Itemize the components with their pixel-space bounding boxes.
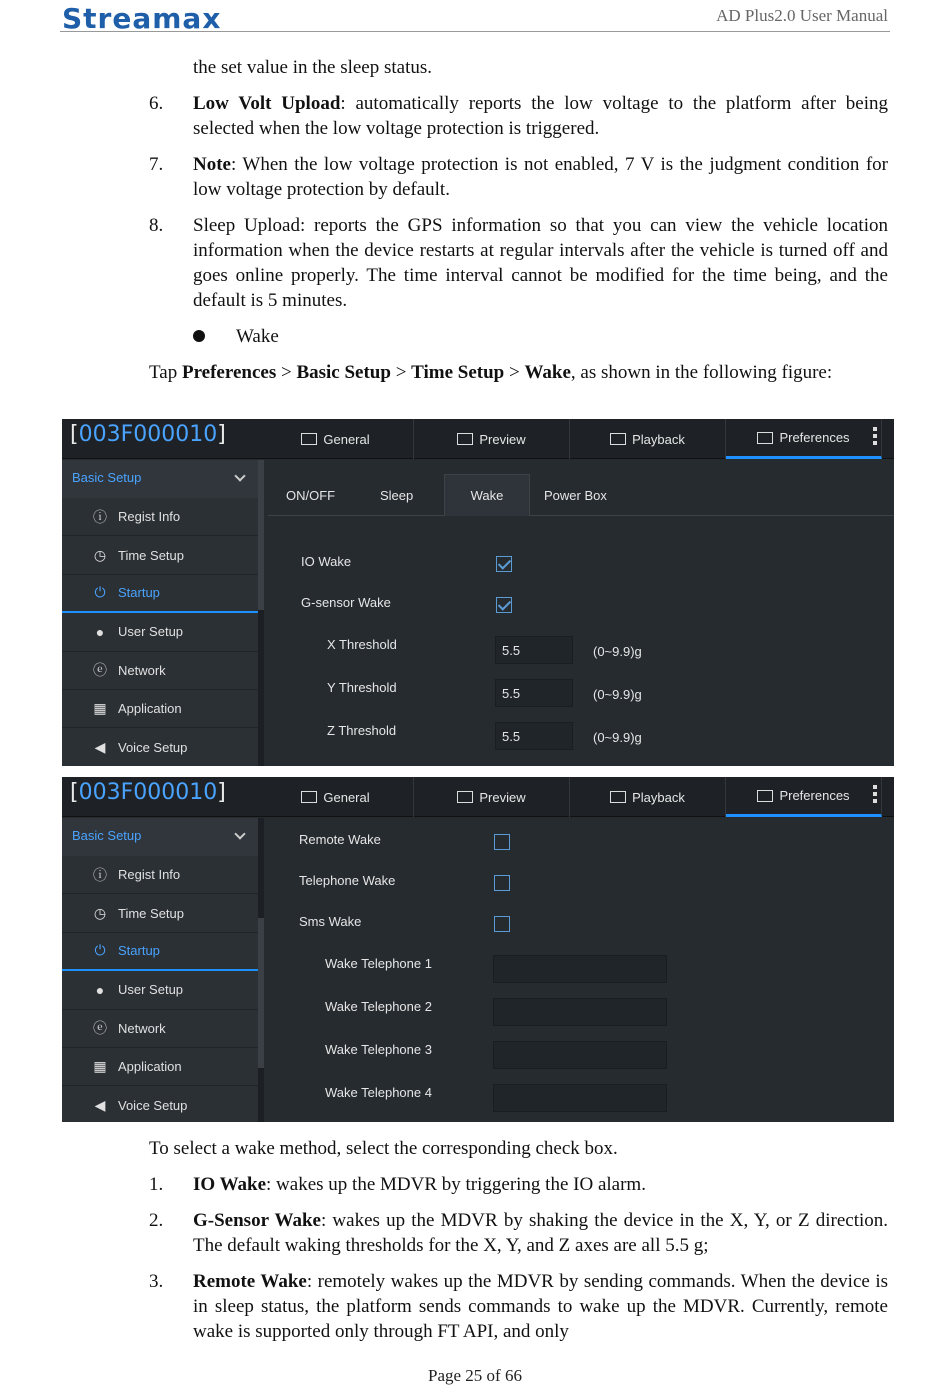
sidebar-item-voice-setup[interactable]: ◀ Voice Setup [62, 728, 258, 766]
sidebar-item-time-setup[interactable]: ◷ Time Setup [62, 894, 258, 932]
sidebar-head-basic-setup[interactable]: Basic Setup [62, 818, 258, 856]
item-6-text: Low Volt Upload: automatically reports the low voltage to the platform after being selected when the low voltage protection is triggered. [193, 93, 888, 139]
main-panel [268, 818, 894, 1122]
item-2-num: 2. [149, 1210, 164, 1231]
sidebar-item-regist-info[interactable]: ⓘ Regist Info [62, 856, 258, 894]
telephone-wake-label: Telephone Wake [299, 873, 396, 888]
application-icon: ▦ [93, 700, 107, 717]
remote-wake-checkbox[interactable] [494, 834, 510, 850]
sidebar-item-application[interactable]: ▦ Application [62, 1048, 258, 1086]
wake-telephone-4-label: Wake Telephone 4 [325, 1085, 432, 1100]
sidebar-item-network[interactable]: ⓔ Network [62, 1010, 258, 1048]
x-threshold-range: (0~9.9)g [593, 644, 642, 659]
tab-preferences[interactable]: Preferences [726, 777, 882, 817]
sms-wake-label: Sms Wake [299, 914, 362, 929]
info-icon: ⓘ [93, 866, 107, 883]
wake-telephone-2-label: Wake Telephone 2 [325, 999, 432, 1014]
item-1-text: IO Wake: wakes up the MDVR by triggering the IO alarm. [193, 1174, 646, 1195]
sidebar-scrollbar[interactable] [258, 818, 264, 1122]
user-icon: ● [95, 623, 105, 640]
subtab-power-box[interactable]: Power Box [544, 487, 607, 503]
gsensor-wake-label: G-sensor Wake [301, 595, 391, 610]
sidebar-item-startup[interactable]: ⏻ Startup [62, 933, 258, 971]
tap-line: Tap Preferences > Basic Setup > Time Setup > Wake, as shown in the following figure: [149, 362, 833, 383]
remote-wake-label: Remote Wake [299, 832, 381, 847]
sms-wake-checkbox[interactable] [494, 916, 510, 932]
bullet-wake: Wake [236, 326, 279, 347]
general-icon [301, 791, 317, 803]
tab-general[interactable]: General [258, 419, 414, 459]
clock-icon: ◷ [93, 904, 107, 921]
item-3-num: 3. [149, 1271, 164, 1292]
gsensor-wake-checkbox[interactable] [496, 597, 512, 613]
wake-settings-screenshot-2 [62, 777, 894, 1122]
item-2-text: G-Sensor Wake: wakes up the MDVR by shaking the device in the X, Y, or Z direction. The default waking thresholds for the X, Y, and Z axes are all 5.5 g; [193, 1210, 889, 1256]
sidebar-item-time-setup[interactable]: ◷ Time Setup [62, 536, 258, 574]
top-bar [62, 777, 894, 817]
preferences-icon [757, 790, 773, 802]
network-icon: ⓔ [93, 1020, 107, 1037]
z-threshold-range: (0~9.9)g [593, 730, 642, 745]
z-threshold-input[interactable]: 5.5 [495, 722, 573, 750]
wake-telephone-1-label: Wake Telephone 1 [325, 956, 432, 971]
power-icon: ⏻ [94, 942, 106, 959]
megaphone-icon: ◀ [94, 1096, 106, 1113]
device-id: [003F000010] [70, 780, 226, 805]
x-threshold-label: X Threshold [327, 637, 397, 652]
y-threshold-label: Y Threshold [327, 680, 397, 695]
item-8-num: 8. [149, 215, 164, 236]
sidebar-item-user-setup[interactable]: ● User Setup [62, 613, 258, 651]
y-threshold-input[interactable]: 5.5 [495, 679, 573, 707]
application-icon: ▦ [93, 1058, 107, 1075]
top-bar [62, 419, 894, 459]
chevron-down-icon [234, 470, 245, 481]
z-threshold-label: Z Threshold [327, 723, 397, 738]
subtab-on-off[interactable]: ON/OFF [286, 487, 336, 503]
item-7-text: Note: When the low voltage protection is not enabled, 7 V is the judgment condition for low voltage protection by default. [193, 154, 888, 200]
sidebar-item-network[interactable]: ⓔ Network [62, 652, 258, 690]
power-icon: ⏻ [94, 584, 106, 601]
streamax-logo: Streamax [62, 2, 222, 35]
sidebar-item-startup[interactable]: ⏻ Startup [62, 575, 258, 613]
wake-telephone-3-label: Wake Telephone 3 [325, 1042, 432, 1057]
tab-preview[interactable]: Preview [414, 777, 570, 817]
user-icon: ● [95, 981, 105, 998]
wake-telephone-3-input[interactable] [493, 1041, 667, 1069]
network-icon: ⓔ [93, 662, 107, 679]
item-6-num: 6. [149, 93, 164, 114]
page-number: Page 25 of 66 [428, 1366, 522, 1385]
preview-icon [457, 433, 473, 445]
wake-telephone-4-input[interactable] [493, 1084, 667, 1112]
preview-icon [457, 791, 473, 803]
y-threshold-range: (0~9.9)g [593, 687, 642, 702]
tab-preferences[interactable]: Preferences [726, 419, 882, 459]
tab-playback[interactable]: Playback [570, 419, 726, 459]
chevron-down-icon [234, 828, 245, 839]
main-panel [268, 460, 894, 766]
sidebar [62, 818, 258, 1122]
device-id: [003F000010] [70, 422, 226, 447]
page-header [60, 0, 890, 35]
sidebar-item-voice-setup[interactable]: ◀ Voice Setup [62, 1086, 258, 1122]
subtab-bar [268, 474, 894, 516]
sidebar-head-basic-setup[interactable]: Basic Setup [62, 460, 258, 498]
wake-telephone-2-input[interactable] [493, 998, 667, 1026]
subtab-wake[interactable]: Wake [444, 474, 530, 516]
clock-icon: ◷ [93, 546, 107, 563]
wake-telephone-1-input[interactable] [493, 955, 667, 983]
sidebar-item-application[interactable]: ▦ Application [62, 690, 258, 728]
info-icon: ⓘ [93, 508, 107, 525]
intro-line: the set value in the sleep status. [193, 57, 433, 78]
tab-general[interactable]: General [258, 777, 414, 817]
megaphone-icon: ◀ [94, 738, 106, 755]
item-3-text: Remote Wake: remotely wakes up the MDVR by sending commands. When the device is in sleep status, the platform sends commands to wake up the MDVR. Currently, remote wake is supported only through FT API, and only [193, 1271, 889, 1342]
general-icon [301, 433, 317, 445]
bullet-icon [193, 330, 205, 342]
wake-settings-screenshot-1 [62, 419, 894, 766]
playback-icon [610, 791, 626, 803]
more-menu-icon[interactable] [872, 427, 878, 448]
preferences-icon [757, 432, 773, 444]
item-1-num: 1. [149, 1174, 164, 1195]
sidebar [62, 460, 258, 766]
io-wake-checkbox[interactable] [496, 556, 512, 572]
telephone-wake-checkbox[interactable] [494, 875, 510, 891]
tab-playback[interactable]: Playback [570, 777, 726, 817]
more-menu-icon[interactable] [872, 785, 878, 806]
tab-preview[interactable]: Preview [414, 419, 570, 459]
manual-title: AD Plus2.0 User Manual [716, 6, 888, 25]
item-7-num: 7. [149, 154, 164, 175]
item-8-text: Sleep Upload: reports the GPS information so that you can view the vehicle location information when the device restarts at regular intervals after the vehicle is turned off and goes online properly. The time interval cannot be modified for the time being, and the default is 5 minutes. [193, 215, 888, 311]
sidebar-scrollbar[interactable] [258, 460, 264, 766]
io-wake-label: IO Wake [301, 554, 352, 569]
sidebar-item-user-setup[interactable]: ● User Setup [62, 971, 258, 1009]
select-line: To select a wake method, select the corresponding check box. [149, 1138, 618, 1159]
playback-icon [610, 433, 626, 445]
subtab-sleep[interactable]: Sleep [380, 487, 414, 503]
sidebar-item-regist-info[interactable]: ⓘ Regist Info [62, 498, 258, 536]
x-threshold-input[interactable]: 5.5 [495, 636, 573, 664]
